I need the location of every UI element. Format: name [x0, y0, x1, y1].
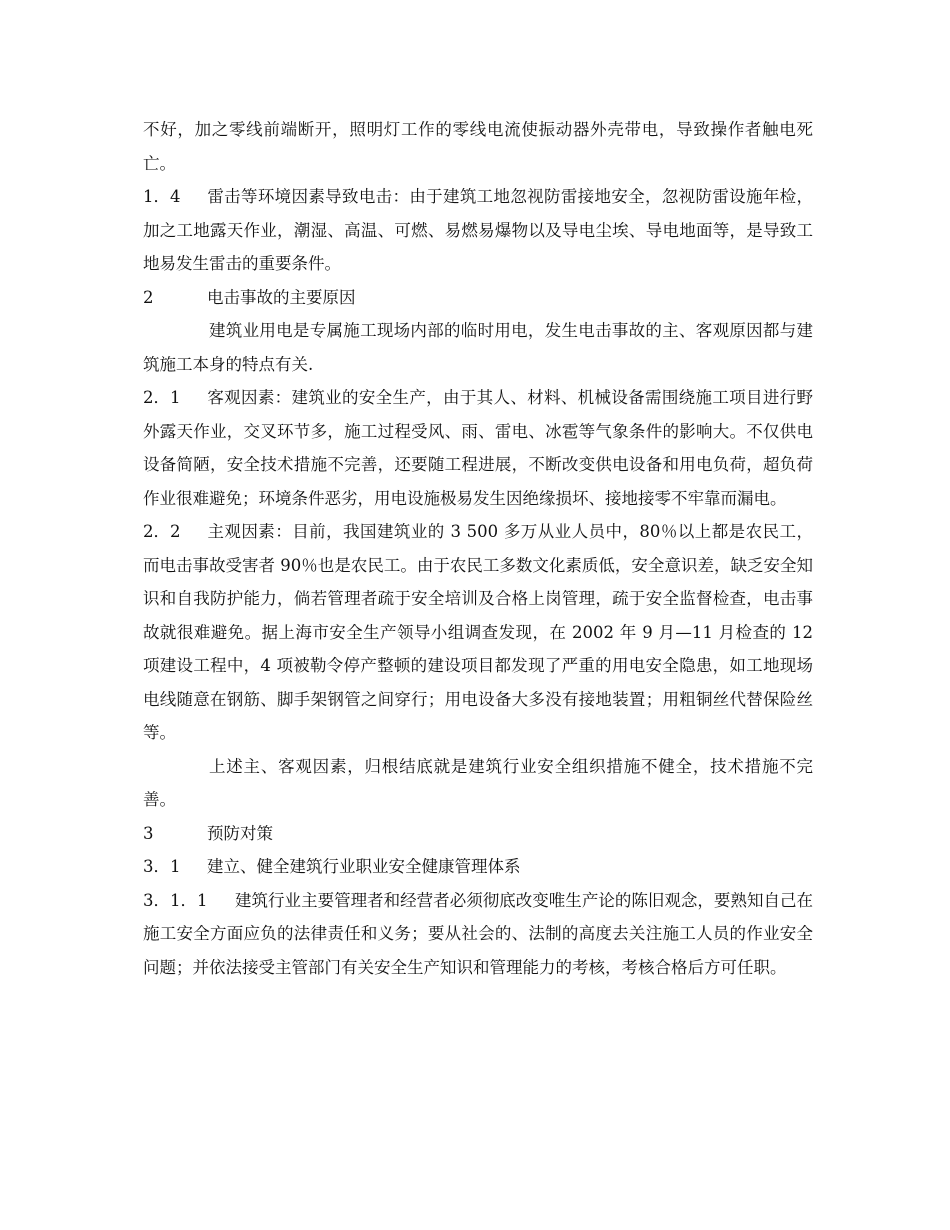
paragraph-2-intro: [143, 314, 813, 381]
section-1-4: [143, 180, 813, 281]
paragraph-text: 建筑业用电是专属施工现场内部的临时用电，发生电击事故的主、客观原因都与建筑施工本身的特点有关.: [143, 321, 813, 374]
section-number: 2．1: [143, 388, 181, 407]
section-3-1: [143, 850, 813, 884]
section-number: 3: [143, 823, 154, 843]
section-2-2: [143, 515, 813, 750]
heading-text: 电击事故的主要原因: [207, 287, 356, 307]
heading-2: [143, 281, 813, 315]
heading-text: 预防对策: [207, 823, 273, 843]
heading-text: 建立、健全建筑行业职业安全健康管理体系: [207, 857, 521, 876]
paragraph-text: 客观因素：建筑业的安全生产，由于其人、材料、机械设备需围绕施工项目进行野外露天作业，交叉环节多，施工过程受风、雨、雷电、冰雹等气象条件的影响大。不仅供电设备简陋，安全技术措施不完善，还要随工程进展，不断改变供电设备和用电负荷，超负荷作业很难避免；环境条件恶劣，用电设施极易发生因绝缘损坏、接地接零不牢靠而漏电。: [143, 388, 813, 508]
section-number: 3．1．1: [143, 890, 208, 910]
paragraph-continued: [143, 113, 813, 180]
section-number: 3．1: [143, 857, 181, 876]
paragraph-text: 不好，加之零线前端断开，照明灯工作的零线电流使振动器外壳带电，导致操作者触电死亡。: [143, 120, 813, 173]
section-number: 1．4: [143, 187, 181, 206]
section-number: 2: [143, 287, 154, 307]
section-3-1-1: [143, 884, 813, 985]
heading-3: [143, 817, 813, 851]
paragraph-2-summary: [143, 750, 813, 817]
paragraph-text: 雷击等环境因素导致电击：由于建筑工地忽视防雷接地安全，忽视防雷设施年检，加之工地露天作业，潮湿、高温、可燃、易燃易爆物以及导电尘埃、导电地面等，是导致工地易发生雷击的重要条件。: [143, 187, 813, 273]
paragraph-text: 上述主、客观因素，归根结底就是建筑行业安全组织措施不健全，技术措施不完善。: [143, 756, 813, 809]
section-number: 2．2: [143, 522, 181, 541]
section-2-1: [143, 381, 813, 515]
paragraph-text: 主观因素：目前，我国建筑业的 3 500 多万从业人员中，80％以上都是农民工，而电击事故受害者 90％也是农民工。由于农民工多数文化素质低，安全意识差，缺乏安全知识和自我防护能力，倘若管理者疏于安全培训及合格上岗管理，疏于安全监督检查，电击事故就很难避免。据上海市安全生产领导小组调查发现，在 2002 年 9 月—11 月检查的 12 项建设工程中，4 项被勒令停产整顿的建设项目都发现了严重的用电安全隐患，如工地现场电线随意在钢筋、脚手架钢管之间穿行；用电设备大多没有接地装置；用粗铜丝代替保险丝等。: [143, 522, 813, 742]
document-body: [143, 113, 813, 984]
paragraph-text: 建筑行业主要管理者和经营者必须彻底改变唯生产论的陈旧观念，要熟知自己在施工安全方面应负的法律责任和义务；要从社会的、法制的高度去关注施工人员的作业安全问题；并依法接受主管部门有关安全生产知识和管理能力的考核，考核合格后方可任职。: [143, 890, 813, 977]
